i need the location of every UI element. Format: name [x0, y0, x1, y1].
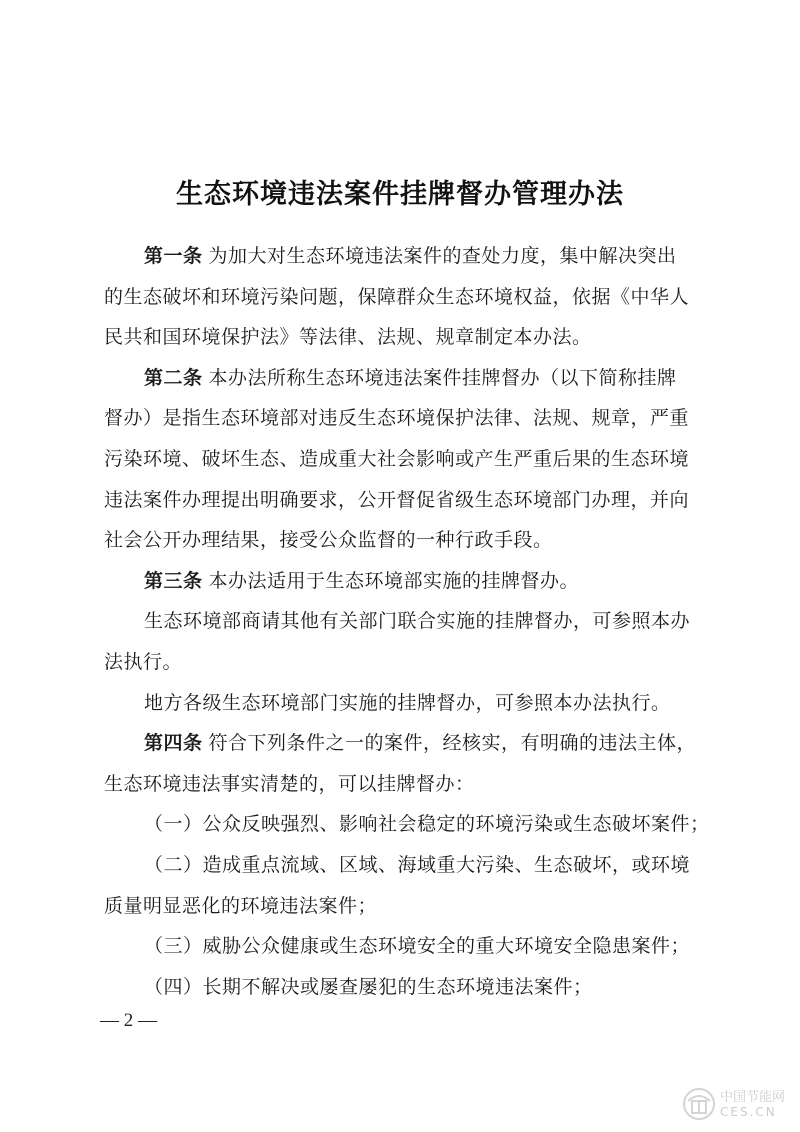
line-text: 法执行。: [104, 650, 183, 673]
line-text: 符合下列条件之一的案件，经核实，有明确的违法主体，: [208, 732, 697, 755]
document-title: 生态环境违法案件挂牌督办管理办法: [176, 179, 624, 210]
text-line: [104, 439, 704, 480]
article-number: 第一条: [144, 245, 203, 267]
text-line: [104, 967, 704, 1008]
text-line: [104, 236, 704, 277]
text-line: [104, 317, 704, 358]
watermark-name-cn: 中国节能网: [720, 1089, 786, 1105]
line-text: 本办法适用于生态环境部实施的挂牌督办。: [208, 569, 580, 592]
text-line: [104, 398, 704, 439]
line-text: 生态环境违法事实清楚的，可以挂牌督办：: [104, 772, 475, 795]
text-line: [104, 520, 704, 561]
article-number: 第三条: [144, 569, 203, 592]
line-text: 生态环境部商请其他有关部门联合实施的挂牌督办，可参照本办: [144, 610, 691, 633]
text-line: [104, 480, 704, 521]
document-body: [104, 236, 710, 1007]
line-text: 的生态破坏和环境污染问题，保障群众生态环境权益，依据《中华人: [104, 285, 690, 308]
text-line: [104, 561, 704, 602]
text-line: [104, 683, 704, 724]
line-text: 社会公开办理结果，接受公众监督的一种行政手段。: [104, 529, 553, 552]
line-text: 地方各级生态环境部门实施的挂牌督办，可参照本办法执行。: [144, 691, 671, 714]
text-line: [104, 926, 704, 967]
line-text: 违法案件办理提出明确要求，公开督促省级生态环境部门办理，并向: [104, 488, 690, 511]
page-number: — 2 —: [100, 1010, 157, 1031]
line-text: 本办法所称生态环境违法案件挂牌督办（以下简称挂牌: [208, 366, 677, 389]
text-line: [104, 642, 704, 683]
text-line: [104, 723, 704, 764]
text-line: [104, 764, 704, 805]
ces-logo-icon: [682, 1087, 716, 1121]
line-text: 为加大对生态环境违法案件的查处力度，集中解决突出: [208, 245, 677, 267]
line-text: （三）威胁公众健康或生态环境安全的重大环境安全隐患案件；: [144, 935, 691, 958]
text-line: [104, 277, 704, 318]
article-number: 第二条: [144, 366, 203, 389]
watermark-name-en: CES.CN: [720, 1104, 777, 1119]
article-number: 第四条: [144, 732, 203, 755]
line-text: 质量明显恶化的环境违法案件；: [104, 894, 378, 917]
line-text: （二）造成重点流域、区域、海域重大污染、生态破坏，或环境: [144, 853, 691, 876]
text-line: [104, 601, 704, 642]
watermark: [682, 1084, 790, 1124]
line-text: 督办）是指生态环境部对违反生态环境保护法律、法规、规章，严重: [104, 407, 690, 430]
text-line: [104, 358, 704, 399]
line-text: 污染环境、破坏生态、造成重大社会影响或产生严重后果的生态环境: [104, 447, 690, 470]
line-text: 民共和国环境保护法》等法律、法规、规章制定本办法。: [104, 326, 592, 349]
text-line: [104, 804, 710, 845]
text-line: [104, 845, 704, 886]
line-text: （四）长期不解决或屡查屡犯的生态环境违法案件；: [144, 975, 593, 998]
line-text: （一）公众反映强烈、影响社会稳定的环境污染或生态破坏案件；: [144, 813, 710, 836]
text-line: [104, 886, 704, 927]
